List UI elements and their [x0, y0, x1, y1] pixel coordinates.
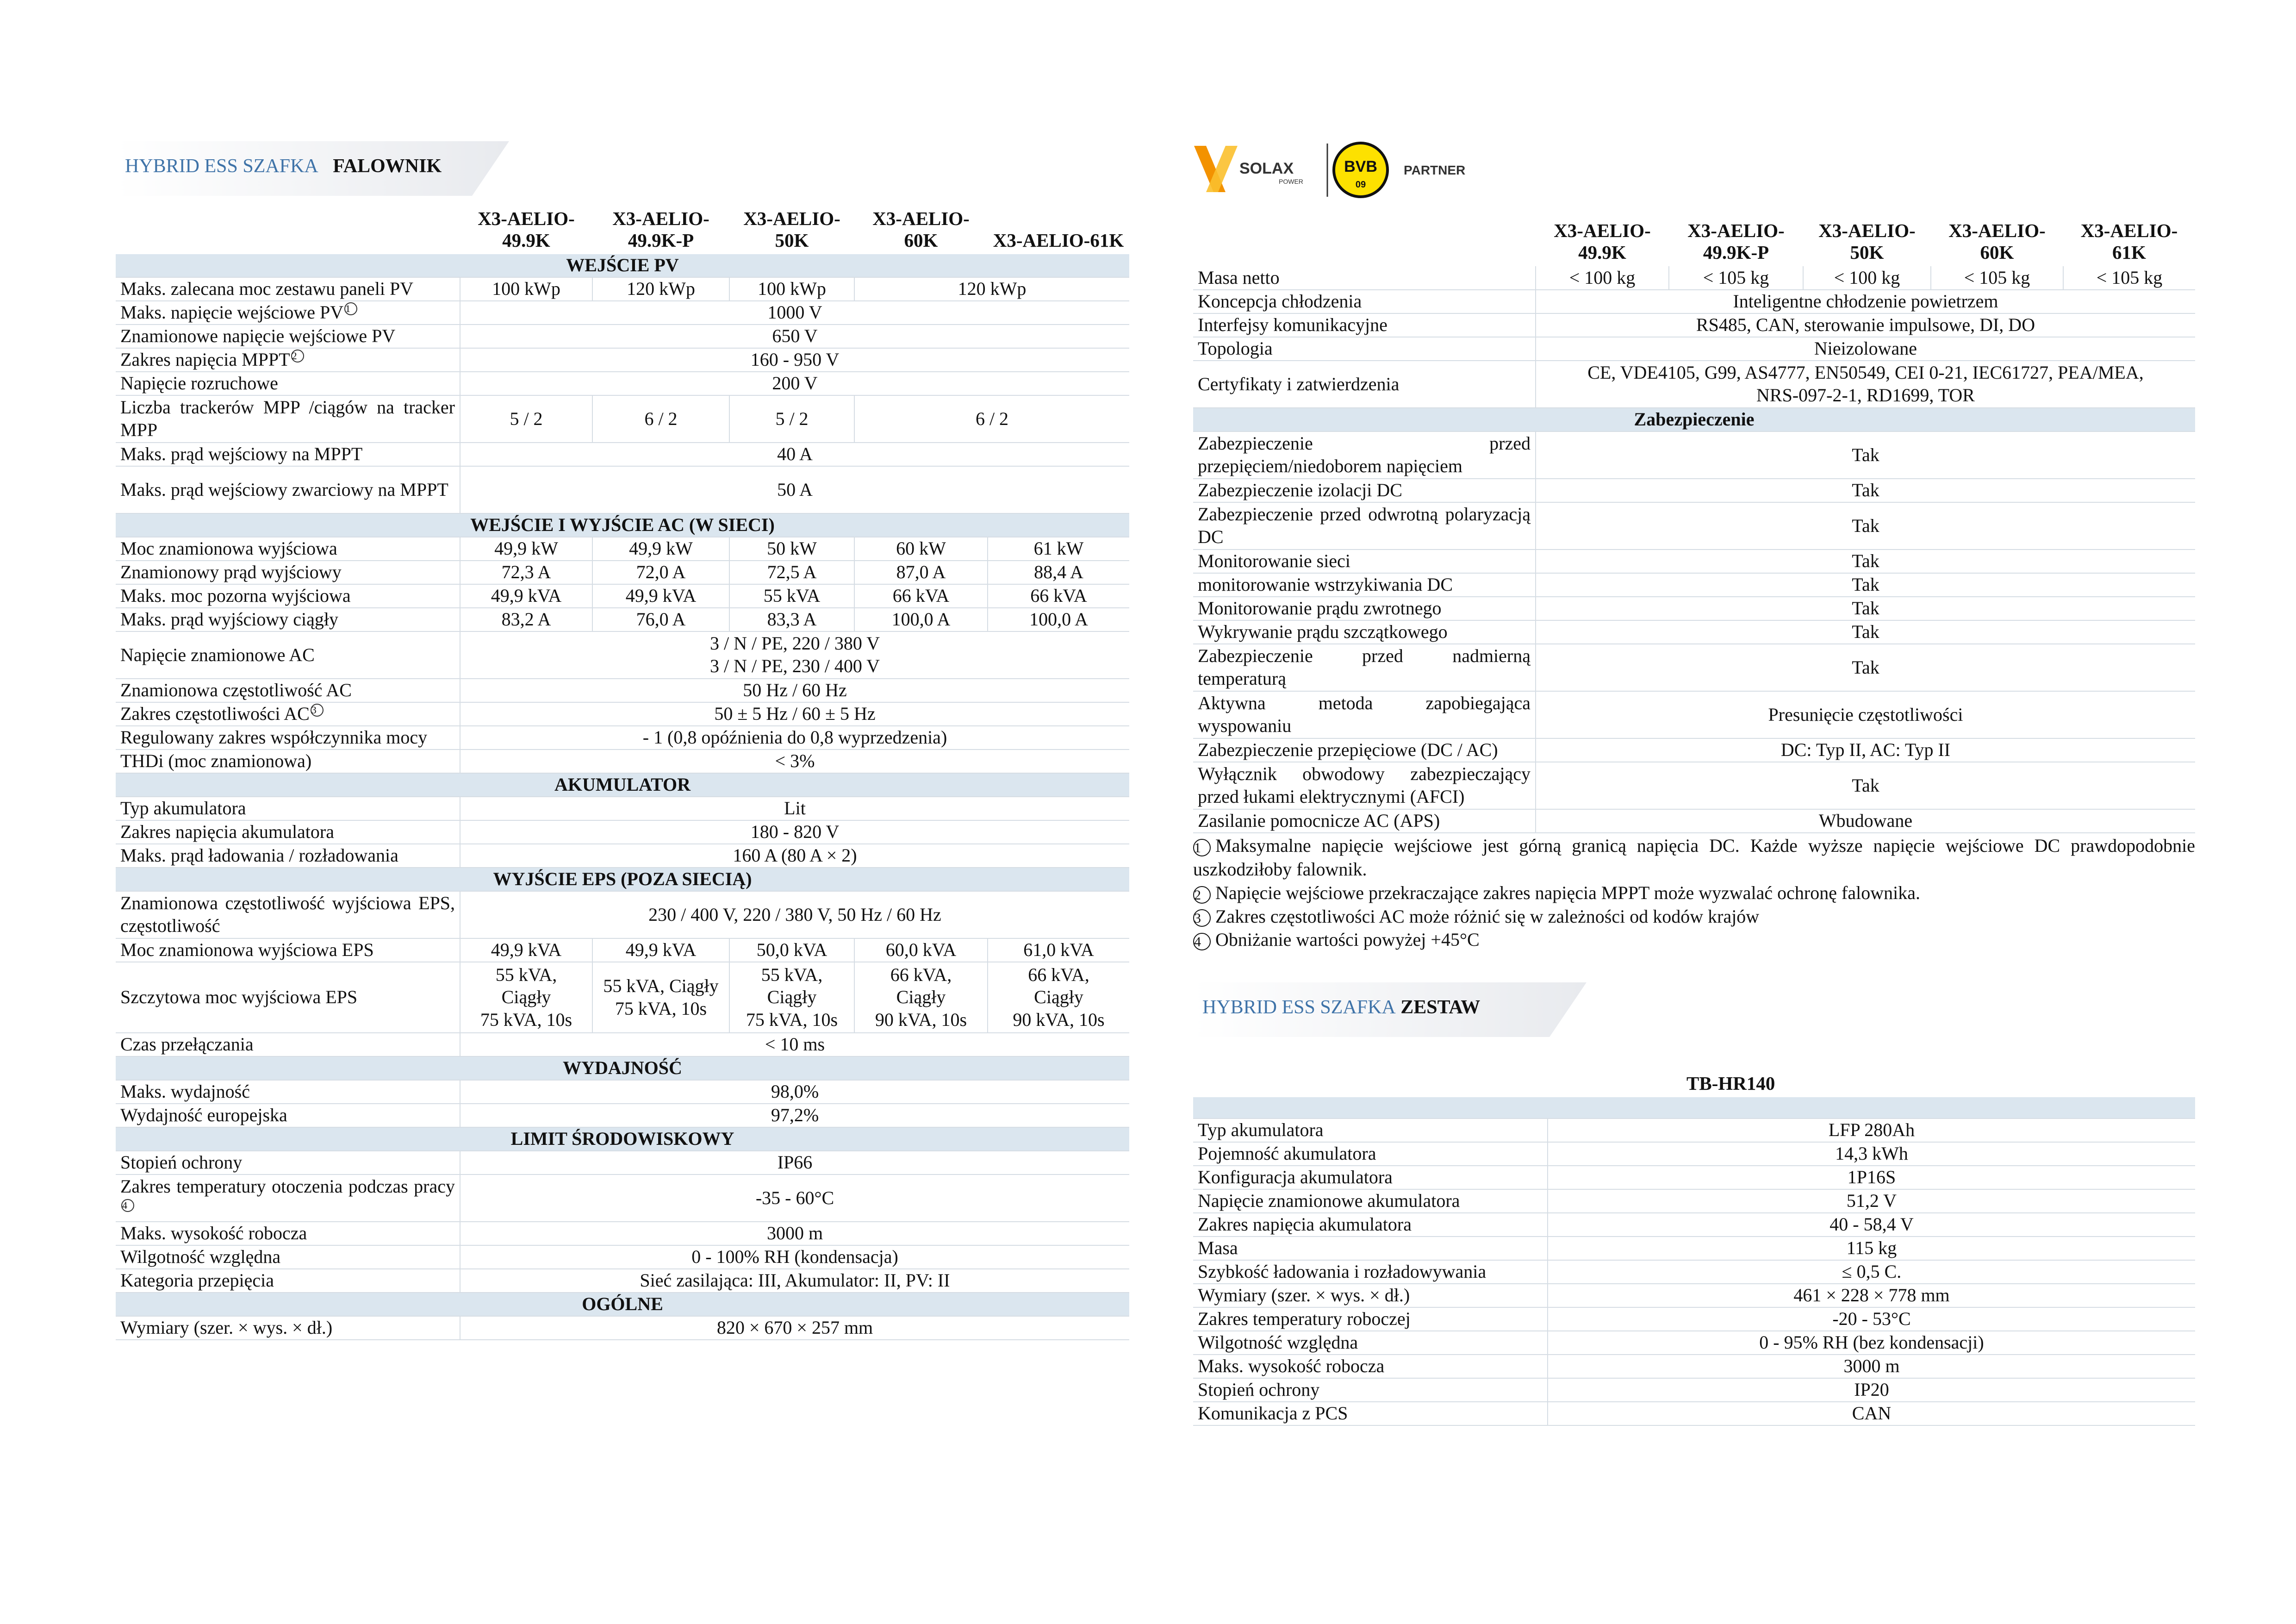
- cell: Tak: [1536, 620, 2195, 644]
- row-label: Koncepcja chłodzenia: [1193, 290, 1536, 313]
- cell: 49,9 kVA: [592, 584, 729, 608]
- row-label: Kategoria przepięcia: [116, 1269, 460, 1293]
- cell: 100 kWp: [460, 277, 592, 301]
- row-label: Zakres temperatury roboczej: [1193, 1307, 1548, 1331]
- cell: 40 A: [460, 443, 1129, 466]
- section-band: [1193, 1097, 2195, 1118]
- cell: < 100 kg: [1803, 266, 1931, 290]
- row-label: Wyłącznik obwodowy zabezpieczający przed łukami elektrycznymi (AFCI): [1193, 762, 1536, 809]
- solax-bvb-partner-logo: [1193, 141, 1517, 201]
- row-label: Wykrywanie prądu szczątkowego: [1193, 620, 1536, 644]
- model-header: X3-AELIO-60K: [1948, 220, 2046, 263]
- cell: 3000 m: [1548, 1355, 2195, 1378]
- cell: 6 / 2: [592, 395, 729, 443]
- cell: Nieizolowane: [1536, 337, 2195, 361]
- cell: 98,0%: [460, 1080, 1129, 1104]
- row-label: Moc znamionowa wyjściowa EPS: [116, 938, 460, 962]
- cell: 3 / N / PE, 220 / 380 V 3 / N / PE, 230 / 400 V: [460, 631, 1129, 679]
- cell: 100,0 A: [988, 608, 1129, 631]
- cell: Tak: [1536, 479, 2195, 502]
- inverter-spec-column: [116, 141, 1129, 1340]
- cell: Tak: [1536, 431, 2195, 479]
- row-label: Napięcie rozruchowe: [116, 372, 460, 395]
- cell: Tak: [1536, 762, 2195, 809]
- cell: LFP 280Ah: [1548, 1118, 2195, 1142]
- row-label: Znamionowa częstotliwość wyjściowa EPS, częstotliwość: [116, 891, 460, 938]
- solax-subtitle: POWER: [1279, 178, 1303, 185]
- section-header: WYDAJNOŚĆ: [116, 1056, 1129, 1080]
- cell: -20 - 53°C: [1548, 1307, 2195, 1331]
- footnote-number: 2: [1193, 886, 1211, 904]
- cell: 76,0 A: [592, 608, 729, 631]
- row-label: Zabezpieczenie izolacji DC: [1193, 479, 1536, 502]
- section-header: AKUMULATOR: [116, 773, 1129, 797]
- cell: 60 kW: [854, 537, 988, 561]
- cell: 87,0 A: [854, 561, 988, 584]
- inverter-spec-continued-column: [1193, 141, 2195, 1426]
- cell: 100,0 A: [854, 608, 988, 631]
- row-label: Zabezpieczenie przed odwrotną polaryzacją DC: [1193, 502, 1536, 550]
- row-label: Zakres częstotliwości AC $^3$: [116, 702, 460, 726]
- cell: 120 kWp: [854, 277, 1129, 301]
- note-marker: 2: [291, 350, 304, 362]
- section-header: WYJŚCIE EPS (POZA SIECIĄ): [116, 868, 1129, 891]
- cell: ≤ 0,5 C.: [1548, 1260, 2195, 1284]
- row-label: Maks. prąd wejściowy na MPPT: [116, 443, 460, 466]
- row-label: Zasilanie pomocnicze AC (APS): [1193, 809, 1536, 833]
- cell: 66 kVA, Ciągły 90 kVA, 10s: [988, 962, 1129, 1033]
- model-header: X3-AELIO-60K: [872, 208, 970, 251]
- footnote: 2 Napięcie wejściowe przekraczające zakres napięcia MPPT może wyzwalać ochronę falownika.: [1194, 882, 1920, 903]
- cell: 40 - 58,4 V: [1548, 1213, 2195, 1237]
- battery-kit-table: [1193, 1071, 2195, 1426]
- row-label: Moc znamionowa wyjściowa: [116, 537, 460, 561]
- cell: 50 A: [460, 466, 1129, 513]
- cell: 5 / 2: [729, 395, 854, 443]
- row-label: Stopień ochrony: [116, 1151, 460, 1174]
- row-label: Napięcie znamionowe AC: [116, 631, 460, 679]
- model-header: X3-AELIO-49.9K: [1554, 220, 1651, 263]
- row-label: Szczytowa moc wyjściowa EPS: [116, 962, 460, 1033]
- row-label: Maks. wysokość robocza: [1193, 1355, 1548, 1378]
- row-label: Wymiary (szer. × wys. × dł.): [116, 1316, 460, 1340]
- cell: 3000 m: [460, 1222, 1129, 1245]
- row-label: Maks. wysokość robocza: [116, 1222, 460, 1245]
- row-label: Pojemność akumulatora: [1193, 1142, 1548, 1166]
- cell: Tak: [1536, 644, 2195, 691]
- cell: < 105 kg: [2063, 266, 2195, 290]
- row-label: Napięcie znamionowe akumulatora: [1193, 1189, 1548, 1213]
- cell: 230 / 400 V, 220 / 380 V, 50 Hz / 60 Hz: [460, 891, 1129, 938]
- cell: Sieć zasilająca: III, Akumulator: II, PV: II: [460, 1269, 1129, 1293]
- cell: Tak: [1536, 573, 2195, 597]
- cell: 461 × 228 × 778 mm: [1548, 1284, 2195, 1307]
- cell: 50,0 kVA: [729, 938, 854, 962]
- cell: 49,9 kVA: [460, 938, 592, 962]
- note-marker: 4: [121, 1199, 134, 1212]
- cell: 180 - 820 V: [460, 820, 1129, 844]
- cell: < 105 kg: [1931, 266, 2063, 290]
- cell: 83,2 A: [460, 608, 592, 631]
- banner-bold-text: ZESTAW: [1400, 997, 1481, 1018]
- cell: 0 - 95% RH (bez kondensacji): [1548, 1331, 2195, 1355]
- note-marker: 3: [311, 704, 324, 717]
- row-label: Liczba trackerów MPP /ciągów na tracker MPP: [116, 395, 460, 443]
- row-label: Monitorowanie prądu zwrotnego: [1193, 597, 1536, 620]
- cell: 49,9 kW: [592, 537, 729, 561]
- cell: 66 kVA: [854, 584, 988, 608]
- row-label: Znamionowy prąd wyjściowy: [116, 561, 460, 584]
- cell: 49,9 kVA: [460, 584, 592, 608]
- row-label: Wydajność europejska: [116, 1104, 460, 1127]
- cell: 55 kVA: [729, 584, 854, 608]
- cell: 61 kW: [988, 537, 1129, 561]
- bvb-year: 09: [1355, 180, 1366, 190]
- row-label: Znamionowa częstotliwość AC: [116, 679, 460, 702]
- cell: Wbudowane: [1536, 809, 2195, 833]
- inverter-spec-table-continued: [1193, 220, 2195, 833]
- cell: Inteligentne chłodzenie powietrzem: [1536, 290, 2195, 313]
- cell: 1000 V: [460, 301, 1129, 325]
- cell: 5 / 2: [460, 395, 592, 443]
- model-header: X3-AELIO-49.9K-P: [1687, 220, 1785, 263]
- inverter-spec-table: [116, 208, 1129, 1340]
- note-marker: 1: [344, 302, 357, 315]
- footnote: 4 Obniżanie wartości powyżej +45°C: [1194, 929, 1480, 950]
- row-label: monitorowanie wstrzykiwania DC: [1193, 573, 1536, 597]
- row-label: THDi (moc znamionowa): [116, 750, 460, 773]
- cell: 88,4 A: [988, 561, 1129, 584]
- footnote-number: 3: [1193, 909, 1211, 927]
- row-label: Maks. prąd ładowania / rozładowania: [116, 844, 460, 868]
- row-label: Maks. zalecana moc zestawu paneli PV: [116, 277, 460, 301]
- row-label: Komunikacja z PCS: [1193, 1402, 1548, 1425]
- cell: RS485, CAN, sterowanie impulsowe, DI, DO: [1536, 313, 2195, 337]
- footnotes: [1193, 834, 2195, 952]
- cell: 14,3 kWh: [1548, 1142, 2195, 1166]
- solax-wordmark: SOLAX: [1239, 160, 1294, 177]
- row-label: Interfejsy komunikacyjne: [1193, 313, 1536, 337]
- cell: IP66: [460, 1151, 1129, 1174]
- cell: < 10 ms: [460, 1033, 1129, 1056]
- model-header: X3-AELIO-50K: [743, 208, 840, 251]
- row-label: Wymiary (szer. × wys. × dł.): [1193, 1284, 1548, 1307]
- cell: < 3%: [460, 750, 1129, 773]
- row-label: Zakres napięcia akumulatora: [116, 820, 460, 844]
- banner-light-text: HYBRID ESS SZAFKA: [1202, 997, 1396, 1018]
- bvb-initials: BVB: [1344, 158, 1377, 175]
- row-label: Aktywna metoda zapobiegająca wyspowaniu: [1193, 691, 1536, 738]
- cell: CE, VDE4105, G99, AS4777, EN50549, CEI 0-21, IEC61727, PEA/MEA, NRS-097-2-1, RD1699, TOR: [1536, 361, 2195, 408]
- cell: 49,9 kVA: [592, 938, 729, 962]
- model-header: X3-AELIO-61K: [2080, 220, 2178, 263]
- cell: 115 kg: [1548, 1237, 2195, 1260]
- cell: 120 kWp: [592, 277, 729, 301]
- cell: 49,9 kW: [460, 537, 592, 561]
- cell: 55 kVA, Ciągły 75 kVA, 10s: [729, 962, 854, 1033]
- cell: 55 kVA, Ciągły 75 kVA, 10s: [460, 962, 592, 1033]
- solax-x-icon: [1194, 146, 1238, 192]
- section-header: WEJŚCIE I WYJŚCIE AC (W SIECI): [116, 513, 1129, 537]
- row-label: Regulowany zakres współczynnika mocy: [116, 726, 460, 750]
- cell: Tak: [1536, 597, 2195, 620]
- cell: 50 Hz / 60 Hz: [460, 679, 1129, 702]
- row-label: Znamionowe napięcie wejściowe PV: [116, 325, 460, 348]
- cell: 200 V: [460, 372, 1129, 395]
- cell: -35 - 60°C: [460, 1174, 1129, 1222]
- cell: 66 kVA, Ciągły 90 kVA, 10s: [854, 962, 988, 1033]
- banner-light-text: HYBRID ESS SZAFKA: [125, 156, 318, 177]
- row-label: Masa netto: [1193, 266, 1536, 290]
- model-header: X3-AELIO-49.9K: [478, 208, 575, 251]
- section-header: Zabezpieczenie: [1193, 408, 2195, 431]
- cell: 72,3 A: [460, 561, 592, 584]
- cell: 60,0 kVA: [854, 938, 988, 962]
- cell: Lit: [460, 797, 1129, 820]
- cell: 650 V: [460, 325, 1129, 348]
- section-header: OGÓLNE: [116, 1293, 1129, 1316]
- row-label: Zakres temperatury otoczenia podczas pracy$^4$: [116, 1174, 460, 1222]
- cell: 50 kW: [729, 537, 854, 561]
- cell: 61,0 kVA: [988, 938, 1129, 962]
- cell: 6 / 2: [854, 395, 1129, 443]
- cell: 51,2 V: [1548, 1189, 2195, 1213]
- model-header: X3-AELIO-61K: [993, 230, 1124, 251]
- partner-label: PARTNER: [1404, 163, 1466, 177]
- row-label: Szybkość ładowania i rozładowywania: [1193, 1260, 1548, 1284]
- cell: < 105 kg: [1669, 266, 1803, 290]
- footnote: 1 Maksymalne napięcie wejściowe jest górną granicą napięcia DC. Każde wyższe napięcie wejściowe DC prawdopodobnie uszkodziłoby falownik.: [1193, 835, 2195, 880]
- cell: 83,3 A: [729, 608, 854, 631]
- cell: Tak: [1536, 550, 2195, 573]
- cell: IP20: [1548, 1378, 2195, 1402]
- section-header: LIMIT ŚRODOWISKOWY: [116, 1127, 1129, 1151]
- footnote: 3 Zakres częstotliwości AC może różnić się w zależności od kodów krajów: [1194, 906, 1760, 927]
- cell: 820 × 670 × 257 mm: [460, 1316, 1129, 1340]
- row-label: Maks. prąd wejściowy zwarciowy na MPPT: [116, 466, 460, 513]
- kit-model-header: TB-HR140: [1686, 1073, 1775, 1094]
- row-label: Maks. napięcie wejściowe PV $^1$: [116, 301, 460, 325]
- cell: 55 kVA, Ciągły 75 kVA, 10s: [592, 962, 729, 1033]
- row-label: Masa: [1193, 1237, 1548, 1260]
- cell: 72,0 A: [592, 561, 729, 584]
- row-label: Typ akumulatora: [1193, 1118, 1548, 1142]
- model-header: X3-AELIO-50K: [1818, 220, 1916, 263]
- cell: 66 kVA: [988, 584, 1129, 608]
- row-label: Konfiguracja akumulatora: [1193, 1166, 1548, 1189]
- row-label: Maks. moc pozorna wyjściowa: [116, 584, 460, 608]
- model-header: X3-AELIO-49.9K-P: [612, 208, 709, 251]
- section-banner-kit: [1193, 982, 1587, 1037]
- cell: 160 - 950 V: [460, 348, 1129, 372]
- footnote-number: 4: [1193, 933, 1211, 950]
- cell: Tak: [1536, 502, 2195, 550]
- row-label: Czas przełączania: [116, 1033, 460, 1056]
- cell: CAN: [1548, 1402, 2195, 1425]
- cell: DC: Typ II, AC: Typ II: [1536, 738, 2195, 762]
- cell: 50 ± 5 Hz / 60 ± 5 Hz: [460, 702, 1129, 726]
- cell: 0 - 100% RH (kondensacja): [460, 1245, 1129, 1269]
- banner-bold-text: FALOWNIK: [333, 156, 442, 177]
- row-label: Topologia: [1193, 337, 1536, 361]
- row-label: Maks. prąd wyjściowy ciągły: [116, 608, 460, 631]
- row-label: Certyfikaty i zatwierdzenia: [1193, 361, 1536, 408]
- row-label: Zabezpieczenie przed przepięciem/niedoborem napięciem: [1193, 431, 1536, 479]
- row-label: Zabezpieczenie przed nadmierną temperaturą: [1193, 644, 1536, 691]
- row-label: Zabezpieczenie przepięciowe (DC / AC): [1193, 738, 1536, 762]
- section-header: WEJŚCIE PV: [116, 254, 1129, 277]
- row-label: Zakres napięcia MPPT $^2$: [116, 348, 460, 372]
- row-label: Monitorowanie sieci: [1193, 550, 1536, 573]
- cell: 97,2%: [460, 1104, 1129, 1127]
- row-label: Zakres napięcia akumulatora: [1193, 1213, 1548, 1237]
- row-label: Wilgotność względna: [1193, 1331, 1548, 1355]
- cell: < 100 kg: [1536, 266, 1669, 290]
- row-label: Maks. wydajność: [116, 1080, 460, 1104]
- cell: 160 A (80 A × 2): [460, 844, 1129, 868]
- row-label: Wilgotność względna: [116, 1245, 460, 1269]
- row-label: Typ akumulatora: [116, 797, 460, 820]
- row-label: Stopień ochrony: [1193, 1378, 1548, 1402]
- footnote-number: 1: [1193, 839, 1211, 856]
- brand-logos: [1193, 141, 2195, 201]
- cell: 72,5 A: [729, 561, 854, 584]
- cell: 100 kWp: [729, 277, 854, 301]
- cell: Presunięcie częstotliwości: [1536, 691, 2195, 738]
- section-banner-inverter: [116, 141, 509, 196]
- cell: 1P16S: [1548, 1166, 2195, 1189]
- cell: - 1 (0,8 opóźnienia do 0,8 wyprzedzenia): [460, 726, 1129, 750]
